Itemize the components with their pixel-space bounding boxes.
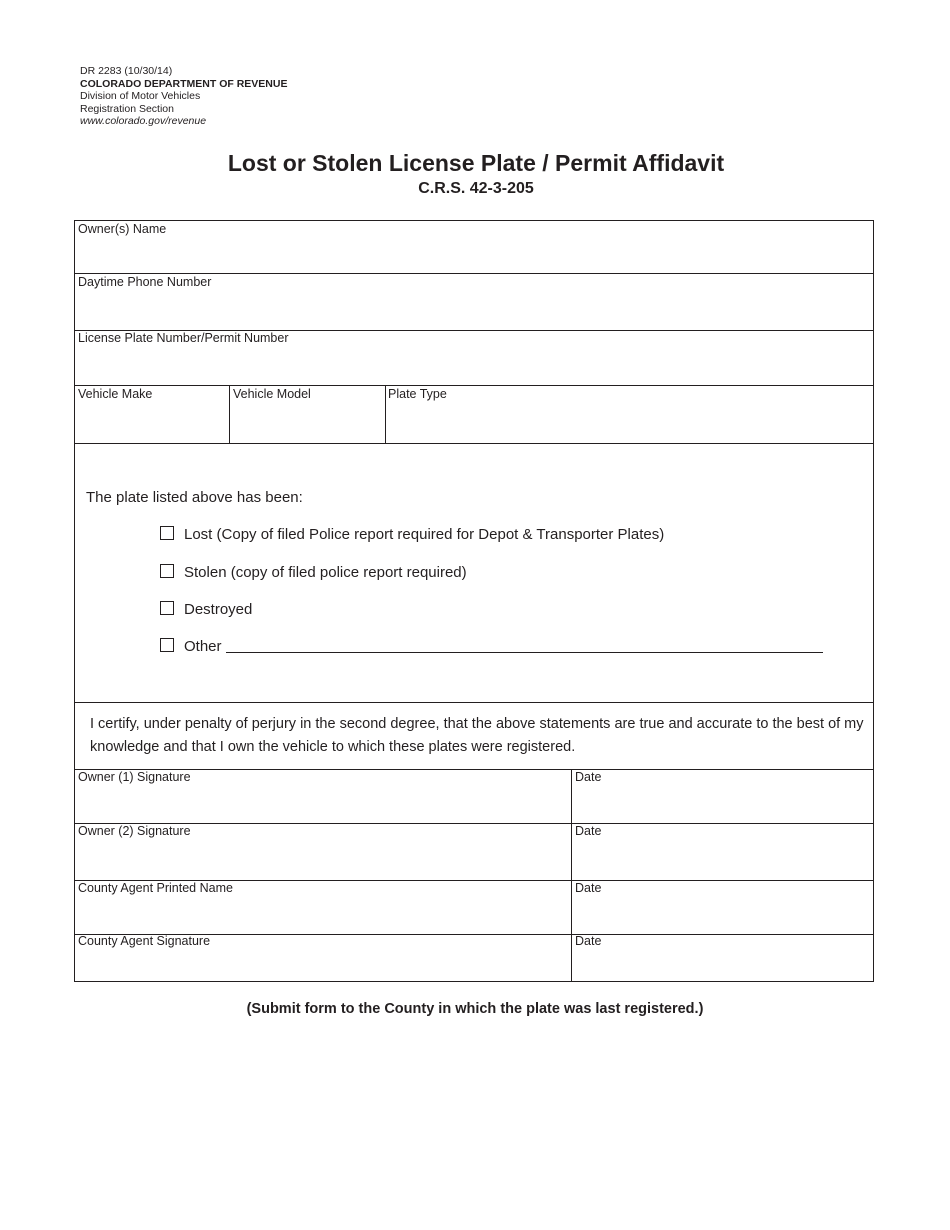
daytime-phone-label: Daytime Phone Number <box>78 275 212 289</box>
vehicle-make-label: Vehicle Make <box>78 387 153 401</box>
owner1-signature-label: Owner (1) Signature <box>78 770 191 784</box>
statute-reference: C.R.S. 42-3-205 <box>418 180 534 197</box>
divider <box>75 823 873 824</box>
submission-note: (Submit form to the County in which the plate was last registered.) <box>246 1001 704 1017</box>
column-divider <box>571 769 572 981</box>
form-header <box>80 65 287 128</box>
department-name: COLORADO DEPARTMENT OF REVENUE <box>80 77 288 90</box>
agent-printed-date-label: Date <box>575 881 602 895</box>
option-stolen[interactable] <box>160 564 467 582</box>
column-divider <box>229 385 230 443</box>
certification-statement: I certify, under penalty of perjury in the second degree, that the above statements are true and accurate to the best of my knowledge and that I own the vehicle to which these plates were registered. <box>90 716 864 755</box>
owner1-date-label: Date <box>575 770 602 784</box>
option-other[interactable] <box>160 638 823 656</box>
owner2-date-label: Date <box>575 824 602 838</box>
other-checkbox[interactable] <box>160 638 174 652</box>
lost-checkbox[interactable] <box>160 526 174 540</box>
other-specify-line[interactable] <box>226 638 823 653</box>
column-divider <box>385 385 386 443</box>
form-number: DR 2283 (10/30/14) <box>80 65 173 77</box>
destroyed-checkbox[interactable] <box>160 601 174 615</box>
divider <box>75 702 873 703</box>
vehicle-model-label: Vehicle Model <box>233 387 311 401</box>
agent-printed-name-label: County Agent Printed Name <box>78 881 233 895</box>
divider <box>75 273 873 274</box>
divider <box>75 769 873 770</box>
page-title: Lost or Stolen License Plate / Permit Affidavit <box>227 150 725 176</box>
owner-name-label: Owner(s) Name <box>78 222 167 236</box>
option-lost[interactable] <box>160 526 664 544</box>
option-destroyed[interactable] <box>160 601 252 619</box>
division-name: Division of Motor Vehicles <box>80 90 201 102</box>
plate-number-label: License Plate Number/Permit Number <box>78 331 289 345</box>
divider <box>75 443 873 444</box>
divider <box>75 385 873 386</box>
agent-signature-date-label: Date <box>575 934 602 948</box>
agent-signature-label: County Agent Signature <box>78 934 211 948</box>
stolen-label: Stolen (copy of filed police report required) <box>184 564 467 581</box>
affidavit-form <box>74 220 874 982</box>
stolen-checkbox[interactable] <box>160 564 174 578</box>
website-link[interactable]: www.colorado.gov/revenue <box>80 115 207 127</box>
other-label-text: Other <box>184 638 222 655</box>
lost-label: Lost (Copy of filed Police report required for Depot & Transporter Plates) <box>184 526 665 543</box>
section-name: Registration Section <box>80 102 174 115</box>
plate-type-label: Plate Type <box>388 387 447 401</box>
owner2-signature-label: Owner (2) Signature <box>78 824 191 838</box>
destroyed-label: Destroyed <box>184 601 253 618</box>
other-label <box>184 638 823 655</box>
plate-status-intro: The plate listed above has been: <box>86 489 303 506</box>
